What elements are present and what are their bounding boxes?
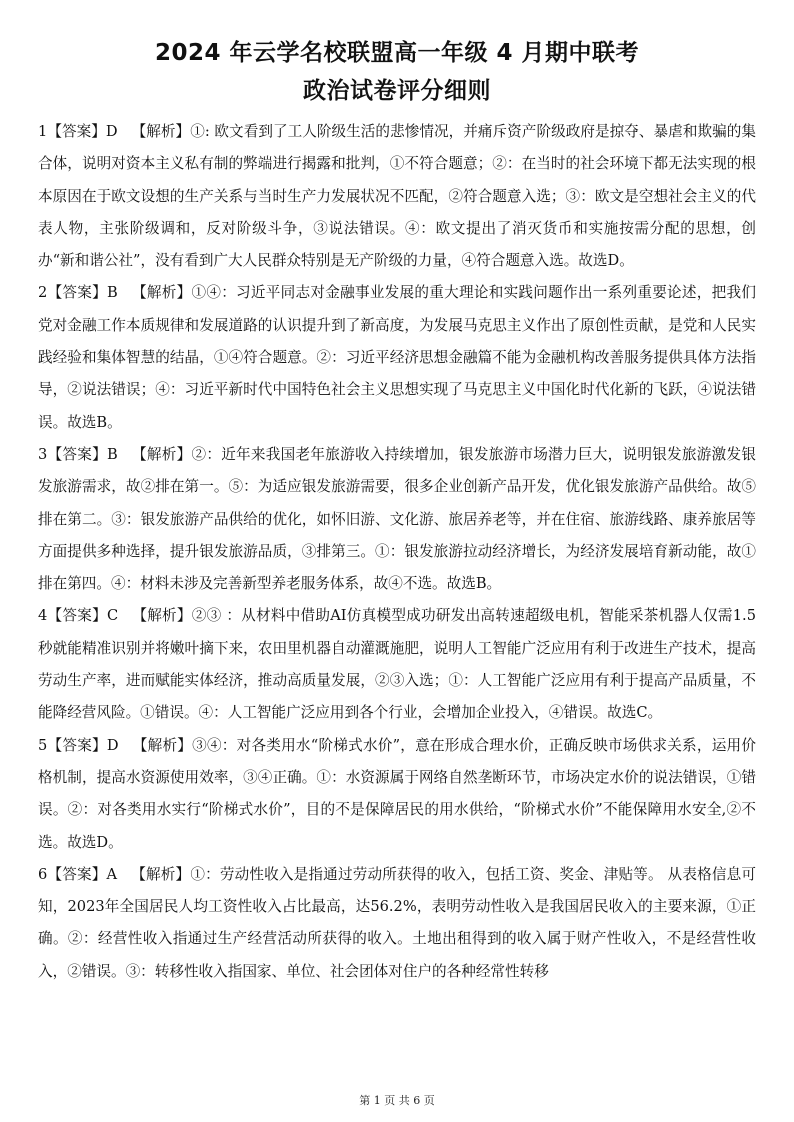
analysis-label: 【解析】: [131, 123, 191, 140]
page-footer: 第 1 页 共 6 页: [359, 1094, 435, 1107]
question-number: 6: [38, 865, 48, 883]
answer-item: [38, 730, 756, 859]
question-number: 3: [38, 445, 48, 463]
answer-value: C: [106, 607, 119, 625]
analysis-text: ②：近年来我国老年旅游收入持续增加，银发旅游市场潜力巨大，说明银发旅游激发银发旅游需求，故②排在第一。⑤：为适应银发旅游需要，很多企业创新产品开发，优化银发旅游产品供给。故⑤排在第二。③：银发旅游产品供给的优化，如怀旧游、文化游、旅居养老等，并在住宿、旅游线路、康养旅居等方面提供多种选择，提升银发旅游品质，③排第三。①：银发旅游拉动经济增长，为经济发展培育新动能，故①排在第四。④：材料未涉及完善新型养老服务体系，故④不选。故选B。: [38, 445, 756, 593]
answer-label: 【答案】: [47, 123, 106, 140]
answer-label: 【答案】: [47, 607, 107, 625]
question-number: 2: [38, 284, 48, 302]
analysis-label: 【解析】: [131, 865, 191, 883]
answer-value: A: [106, 865, 118, 883]
question-number: 5: [38, 736, 48, 754]
analysis-text: ①: 欧文看到了工人阶级生活的悲惨情况，并痛斥资产阶级政府是掠夺、暴虐和欺骗的集合体，说明对资本主义私有制的弊端进行揭露和批判，①不符合题意；②：在当时的社会环境下都无法实现的根本原因在于欧文设想的生产关系与当时生产力发展状况不匹配，②符合题意入选；③：欧文是空想社会主义的代表人物，主张阶级调和，反对阶级斗争，③说法错误。④：欧文提出了消灭货币和实施按需分配的思想，创办“新和谐公社”，没有看到广大人民群众特别是无产阶级的力量，④符合题意入选。故选D。: [38, 123, 756, 270]
analysis-text: ①：劳动性收入是指通过劳动所获得的收入，包括工资、奖金、津贴等。 从表格信息可知，2023年全国居民人均工资性收入占比最高，达56.2%，表明劳动性收入是我国居民收入的主要来源，①正确。②：经营性收入指通过生产经营活动所获得的收入。土地出租得到的收入属于财产性收入，不是经营性收入，②错误。③：转移性收入指国家、单位、社会团体对住户的各种经常性转移: [38, 865, 756, 980]
answer-item: [38, 600, 756, 729]
answer-value: B: [107, 445, 118, 463]
document-subtitle: 政治试卷评分细则: [303, 78, 491, 104]
analysis-text: ③④：对各类用水“阶梯式水价”，意在形成合理水价，正确反映市场供求关系，运用价格机制，提高水资源使用效率，③④正确。①：水资源属于网络自然垄断环节，市场决定水价的说法错误，①错误。②：对各类用水实行“阶梯式水价”，目的不是保障居民的用水供给，“阶梯式水价”不能保障用水安全,②不选。故选D。: [38, 736, 756, 851]
question-number: 4: [38, 607, 48, 625]
answer-value: D: [106, 736, 119, 754]
document-title: 2024 年云学名校联盟高一年级 4 月期中联考: [154, 40, 640, 66]
analysis-label: 【解析】: [132, 607, 192, 625]
analysis-label: 【解析】: [131, 284, 192, 302]
analysis-text: ①④：习近平同志对金融事业发展的重大理论和实践问题作出一系列重要论述，把我们党对金融工作本质规律和发展道路的认识提升到了新高度，为发展马克思主义作出了原创性贡献，是党和人民实践经验和集体智慧的结晶，①④符合题意。②：习近平经济思想金融篇不能为金融机构改善服务提供具体方法指导，②说法错误；④：习近平新时代中国特色社会主义思想实现了马克思主义中国化时代化新的飞跃，④说法错误。故选B。: [38, 284, 756, 431]
answer-item: [38, 277, 756, 438]
answer-label: 【答案】: [47, 445, 108, 463]
answer-item: [38, 116, 756, 277]
analysis-label: 【解析】: [131, 445, 192, 463]
answer-list: [38, 116, 756, 988]
answer-value: B: [107, 284, 118, 302]
question-number: 1: [38, 123, 48, 140]
analysis-text: ②③ ：从材料中借助AI仿真模型成功研发出高转速超级电机，智能采茶机器人仅需1.5秒就能精准识别并将嫩叶摘下来，农田里机器自动灌溉施肥，说明人工智能广泛应用有利于改进生产技术，提高劳动生产率，进而赋能实体经济，推动高质量发展，②③入选；①：人工智能广泛应用有利于提高产品质量，不能降经营风险。①错误。④：人工智能广泛应用到各个行业，会增加企业投入，④错误。故选C。: [38, 607, 756, 722]
answer-label: 【答案】: [47, 736, 107, 754]
answer-value: D: [105, 123, 118, 140]
answer-label: 【答案】: [47, 865, 107, 883]
answer-item: [38, 859, 756, 988]
analysis-label: 【解析】: [132, 736, 193, 754]
answer-label: 【答案】: [47, 284, 108, 302]
answer-item: [38, 439, 756, 600]
